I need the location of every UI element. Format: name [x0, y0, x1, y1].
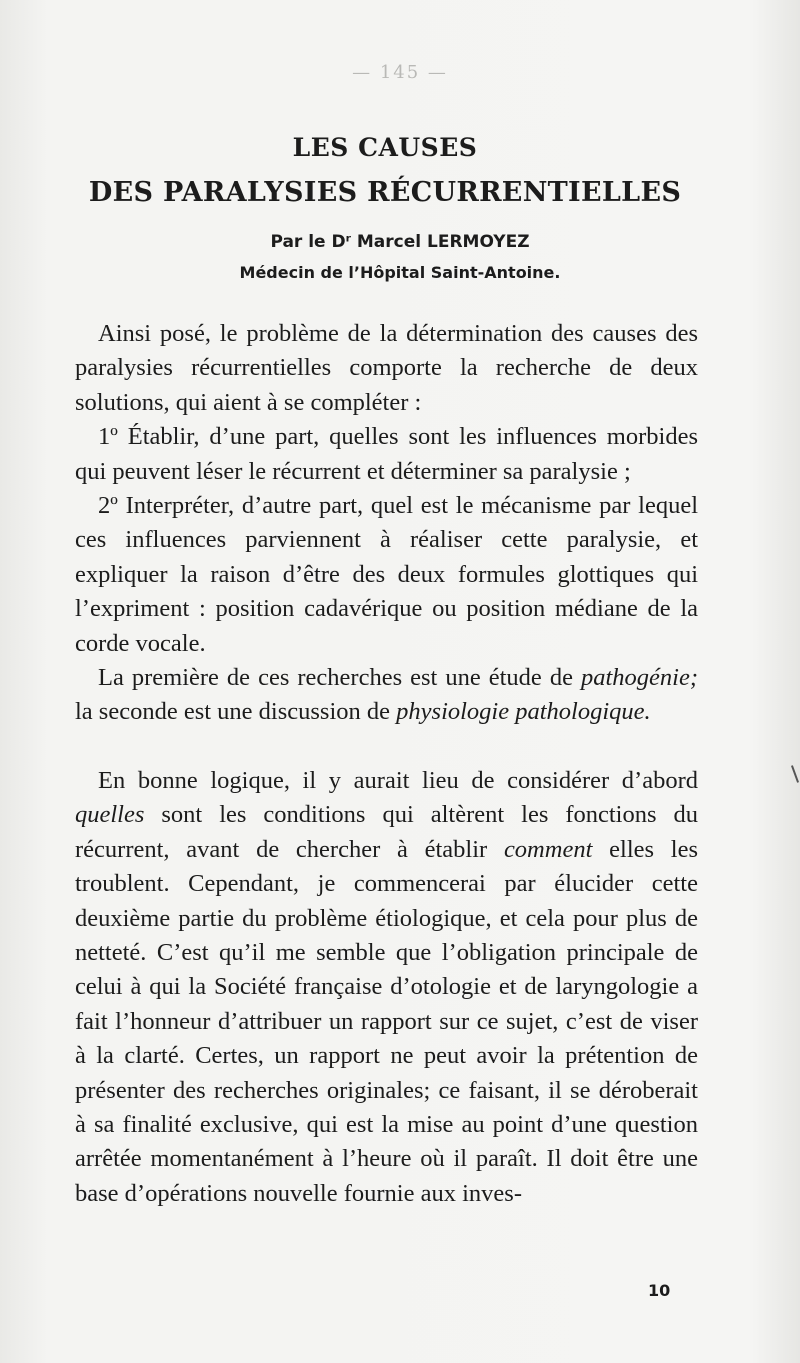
- paragraph-5-text-e: elles les troublent. Cependant, je commencerai par élucider cette deuxième partie du problème étiologique, et cela pour plus de netteté. C’est qu’il me semble que l’obligation principale de celui à qui la Société française d’otologie et de laryngologie a fait l’honneur d’attribuer un rapport sur ce sujet, c’est de viser à la clarté. Certes, un rapport ne peut avoir la prétention de présenter des recherches originales; ce faisant, il se déroberait à sa finalité exclusive, qui est la mise au point d’une question arrêtée momentanément à l’heure où il paraît. Il doit être une base d’opérations nouvelle fournie aux inves-: [75, 835, 698, 1207]
- title-line-2: DES PARALYSIES RÉCURRENTIELLES: [88, 177, 682, 208]
- paragraph-4-italic-pathogenie: pathogénie;: [580, 664, 698, 692]
- paragraph-5-text-c: sont les conditions qui altèrent les fonctions du récurrent, avant de chercher à établir: [75, 801, 698, 863]
- paragraph-1: Ainsi posé, le problème de la détermination des causes des paralysies récurrentielles comporte la recherche de deux solutions, qui aient à se compléter :: [75, 320, 698, 416]
- paragraph-4-italic-physiologie: physiologie pathologique.: [396, 698, 651, 726]
- paragraph-4: [75, 661, 698, 730]
- paragraph-5: [75, 764, 698, 1211]
- paragraph-2: 1º Établir, d’une part, quelles sont les influences morbides qui peuvent léser le récurrent et déterminer sa paralysie ;: [75, 423, 698, 485]
- author-affiliation: Médecin de l’Hôpital Saint-Antoine.: [239, 263, 561, 282]
- paragraph-4-text-a: La première de ces recherches est une étude de: [98, 664, 581, 692]
- paragraph-5-text-a: En bonne logique, il y aurait lieu de considérer d’abord: [98, 766, 698, 794]
- signature-mark: 10: [648, 1281, 671, 1300]
- body-text: [75, 317, 698, 1211]
- title-line-1: LES CAUSES: [292, 133, 478, 162]
- author-byline: Par le Dʳ Marcel LERMOYEZ: [270, 232, 530, 252]
- paragraph-5-italic-comment: comment: [503, 835, 593, 863]
- page-edge-mark: [791, 765, 799, 783]
- paragraph-5-italic-quelles: quelles: [75, 801, 145, 829]
- paragraph-4-text-c: la seconde est une discussion de: [75, 698, 397, 726]
- paragraph-3: 2º Interpréter, d’autre part, quel est le mécanisme par lequel ces influences parviennent à réaliser cette paralysie, et expliquer la raison d’être des deux formules glottiques qui l’expriment : position cadavérique ou position médiane de la corde vocale.: [75, 492, 698, 657]
- page-number: — 145 —: [352, 62, 448, 83]
